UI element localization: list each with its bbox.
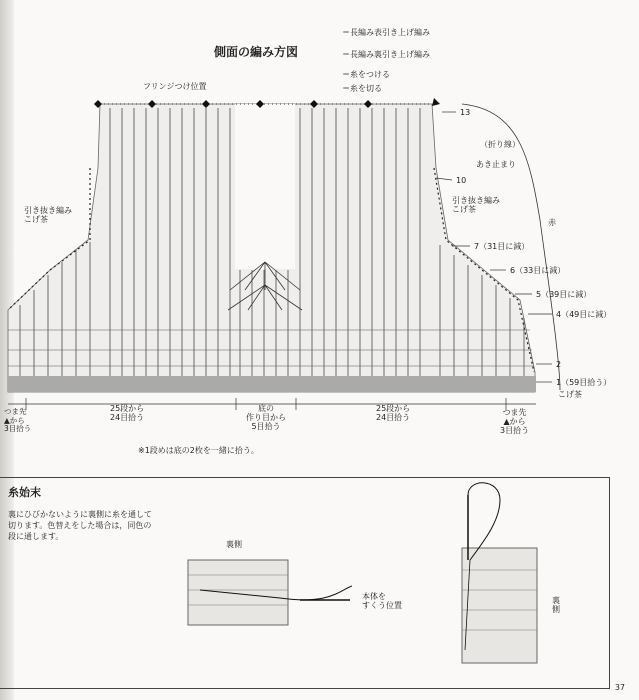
red-label: 赤 xyxy=(548,218,556,227)
opening-end-label: あき止まり xyxy=(476,160,516,169)
footnote: ※1段めは底の2枚を一緒に拾う。 xyxy=(138,446,259,455)
legend-item-2: ＝長編み裏引き上げ編み xyxy=(342,50,430,59)
finishing-title: 糸始末 xyxy=(8,486,41,499)
pick-position-label: 本体を すくう位置 xyxy=(362,592,402,611)
bottom-center-label: 底の 作り目から 5目拾う xyxy=(246,404,286,432)
row1-color-label: こげ茶 xyxy=(558,390,582,399)
slip-stitch-left-label: 引き抜き編み こげ茶 xyxy=(24,206,72,225)
fold-line-label: （折り線） xyxy=(480,140,520,149)
back-side-label-2: 裏側 xyxy=(552,596,560,615)
page-number: 37 xyxy=(614,682,625,692)
back-side-label-1: 裏側 xyxy=(226,540,242,549)
bottom-left-toe-label: つま先 ▲から 3目拾う xyxy=(4,407,32,434)
row-4: 4（49目に減） xyxy=(556,310,612,319)
row-7: 7（31目に減） xyxy=(474,242,530,251)
slip-stitch-right-label: 引き抜き編み こげ茶 xyxy=(452,196,500,215)
bottom-right-toe-label: つま先 ▲から 3目拾う xyxy=(500,408,530,436)
bottom-right-label: 25段から 24目拾う xyxy=(376,404,411,423)
row-6: 6（33目に減） xyxy=(510,266,566,275)
row-13: 13 xyxy=(460,108,471,117)
fringe-position-label: フリンジつけ位置 xyxy=(143,82,207,91)
legend-item-3: ＝糸をつける xyxy=(342,70,390,79)
row1-band xyxy=(8,376,536,392)
finishing-box xyxy=(0,477,610,689)
page-title: 側面の編み方図 xyxy=(214,45,299,59)
finishing-note: 裏にひびかないように裏側に糸を通して切ります。色替えをした場合は，同色の段に通します。 xyxy=(8,510,152,541)
row-10: 10 xyxy=(456,176,467,185)
legend-item-1: ＝長編み表引き上げ編み xyxy=(342,28,430,37)
legend-item-4: ＝糸を切る xyxy=(342,84,382,93)
row-2: 2 xyxy=(556,360,562,369)
bottom-left-label: 25段から 24目拾う xyxy=(110,404,145,423)
row-1: 1（59目拾う） xyxy=(556,378,612,387)
center-opening xyxy=(235,104,295,269)
row-5: 5（39目に減） xyxy=(536,290,592,299)
